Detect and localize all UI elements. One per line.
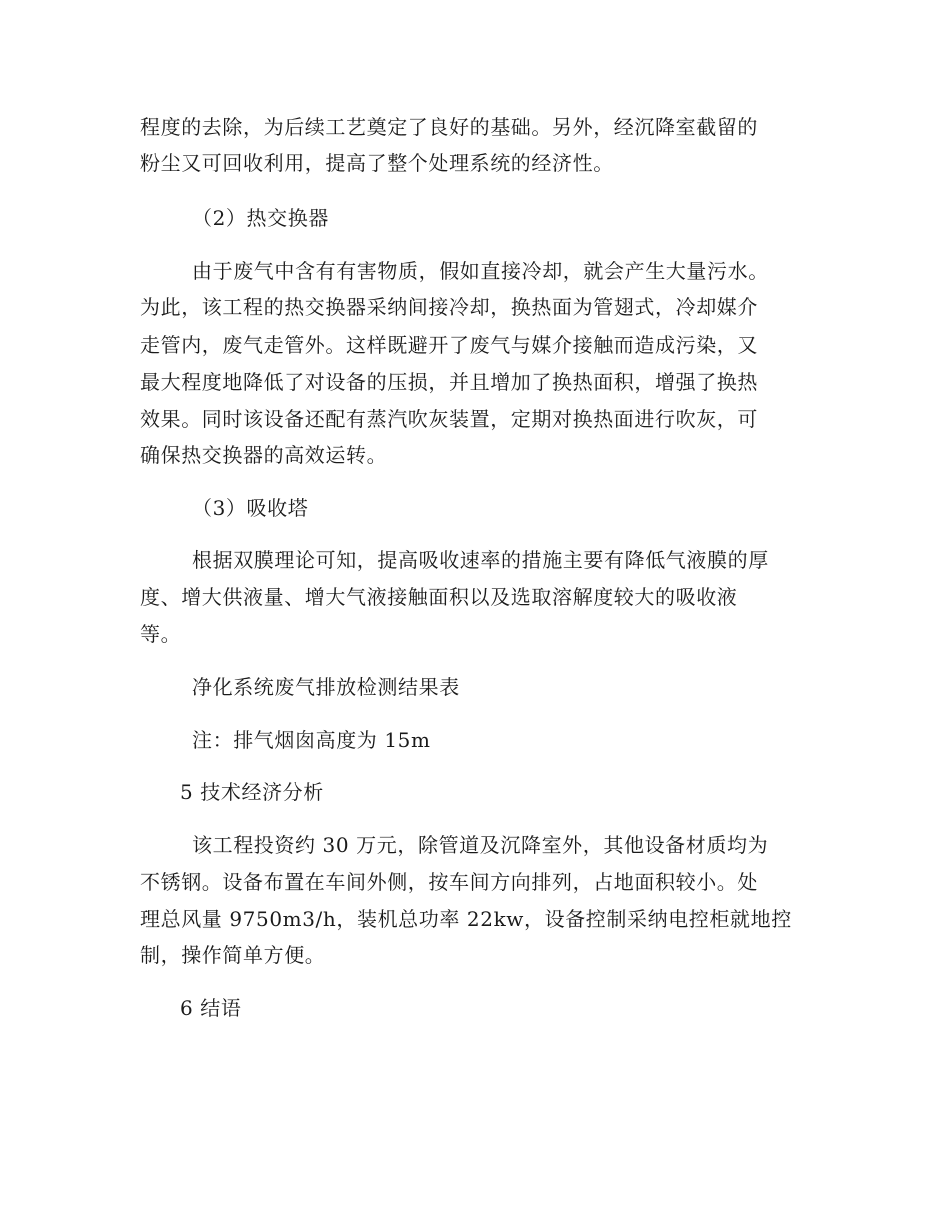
section-heading: 5 技术经济分析: [180, 780, 324, 804]
section-subheading: （2）热交换器: [192, 206, 329, 230]
body-text-line: 制，操作简单方便。: [140, 943, 326, 967]
body-text-line: 根据双膜理论可知，提高吸收速率的措施主要有降低气液膜的厚: [192, 548, 769, 572]
section-heading: 6 结语: [180, 996, 242, 1020]
body-text-line: 确保热交换器的高效运转。: [140, 443, 388, 467]
body-text-line: 该工程投资约 30 万元，除管道及沉降室外，其他设备材质均为: [192, 833, 769, 857]
section-subheading: （3）吸收塔: [192, 496, 309, 520]
body-text-line: 效果。同时该设备还配有蒸汽吹灰装置，定期对换热面进行吹灰，可: [140, 407, 758, 431]
body-text-line: 等。: [140, 622, 182, 646]
body-text-line: 最大程度地降低了对设备的压损，并且增加了换热面积，增强了换热: [140, 370, 758, 394]
body-text-line: 度、增大供液量、增大气液接触面积以及选取溶解度较大的吸收液: [140, 585, 738, 609]
body-text-line: 粉尘又可回收利用，提高了整个处理系统的经济性。: [140, 151, 614, 175]
body-text-line: 程度的去除，为后续工艺奠定了良好的基础。另外，经沉降室截留的: [140, 115, 758, 139]
table-caption: 净化系统废气排放检测结果表: [192, 675, 460, 699]
table-note: 注：排气烟囱高度为 15m: [192, 728, 431, 752]
body-text-line: 走管内，废气走管外。这样既避开了废气与媒介接触而造成污染，又: [140, 333, 758, 357]
body-text-line: 由于废气中含有有害物质，假如直接冷却，就会产生大量污水。: [192, 259, 769, 283]
body-text-line: 为此，该工程的热交换器采纳间接冷却，换热面为管翅式，冷却媒介: [140, 295, 758, 319]
body-text-line: 理总风量 9750m3/h，装机总功率 22kw，设备控制采纳电控柜就地控: [140, 907, 792, 931]
body-text-line: 不锈钢。设备布置在车间外侧，按车间方向排列，占地面积较小。处: [140, 870, 758, 894]
